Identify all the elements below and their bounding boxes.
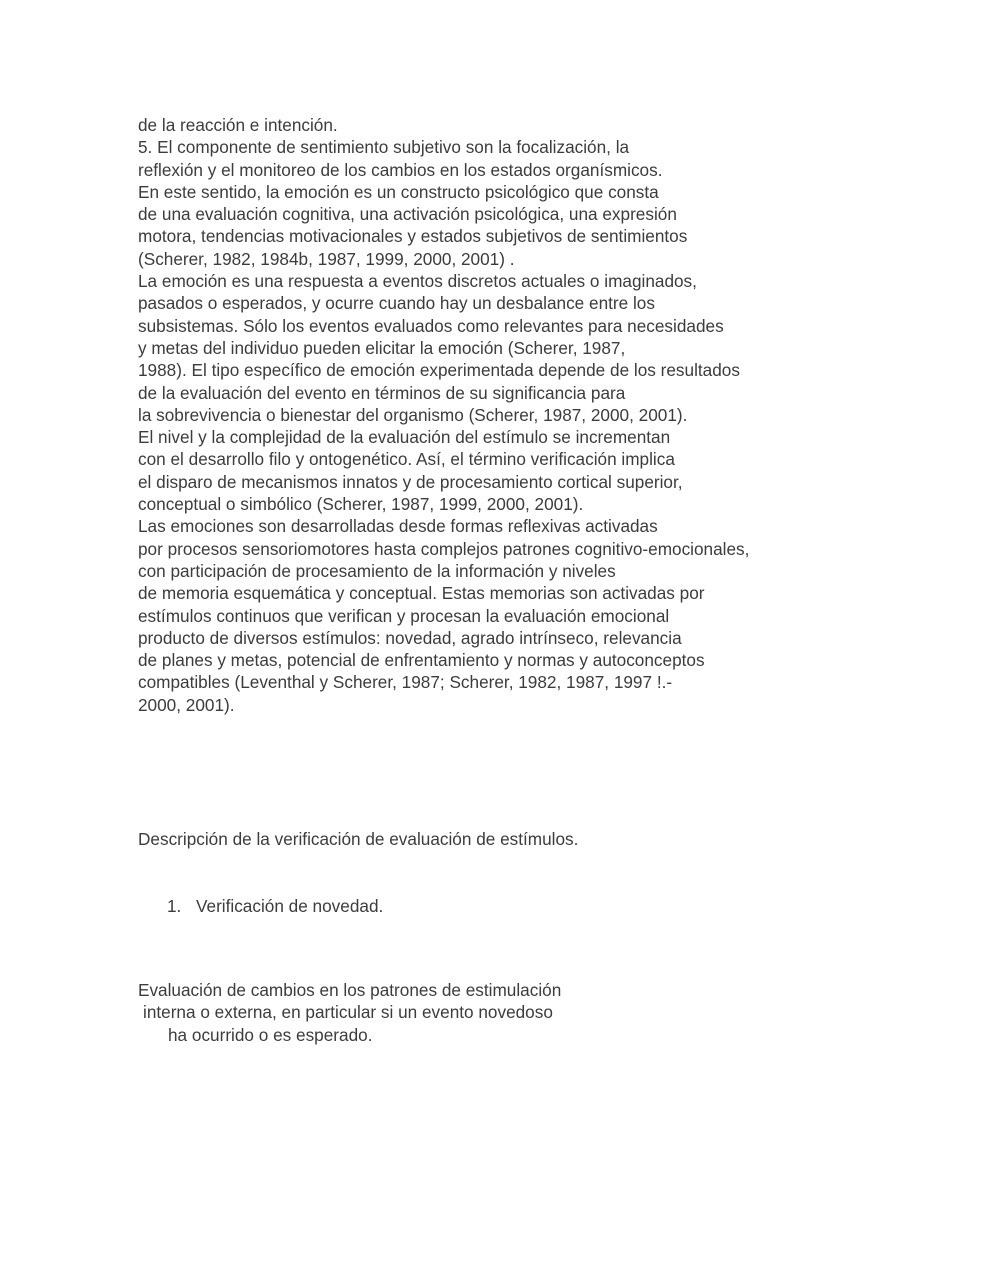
body-line: de la reacción e intención. xyxy=(138,115,338,135)
body-line: motora, tendencias motivacionales y estados subjetivos de sentimientos xyxy=(138,226,688,247)
description-line: Evaluación de cambios en los patrones de estimulación xyxy=(138,980,562,1000)
body-line: Las emociones son desarrolladas desde formas reflexivas activadas xyxy=(138,516,658,537)
body-line: subsistemas. Sólo los eventos evaluados como relevantes para necesidades xyxy=(138,315,724,336)
body-line: el disparo de mecanismos innatos y de procesamiento cortical superior, xyxy=(138,471,683,492)
body-line: con el desarrollo filo y ontogenético. Así, el término verificación implica xyxy=(138,449,675,470)
body-line: 2000, 2001). xyxy=(138,694,235,715)
description-text xyxy=(138,979,738,1046)
body-line: y metas del individuo pueden elicitar la emoción (Scherer, 1987, xyxy=(138,337,626,358)
body-line: 5. El componente de sentimiento subjetivo son la focalización, la xyxy=(138,137,630,158)
body-line: La emoción es una respuesta a eventos discretos actuales o imaginados, xyxy=(138,271,697,292)
body-line: de planes y metas, potencial de enfrentamiento y normas y autoconceptos xyxy=(138,650,705,671)
list-item-text: Verificación de novedad. xyxy=(196,896,384,916)
body-line: con participación de procesamiento de la información y niveles xyxy=(138,560,616,581)
list-item xyxy=(167,895,383,917)
body-line: (Scherer, 1982, 1984b, 1987, 1999, 2000, 2001) . xyxy=(138,248,515,269)
list-item-number: 1. xyxy=(167,896,182,916)
body-line: 1988). El tipo específico de emoción experimentada depende de los resultados xyxy=(138,360,740,381)
body-line: reflexión y el monitoreo de los cambios en los estados organísmicos. xyxy=(138,159,663,180)
body-line: estímulos continuos que verifican y procesan la evaluación emocional xyxy=(138,605,670,626)
body-line: de la evaluación del evento en términos de su significancia para xyxy=(138,382,626,403)
body-line: la sobrevivencia o bienestar del organismo (Scherer, 1987, 2000, 2001). xyxy=(138,404,688,425)
section-heading: Descripción de la verificación de evaluación de estímulos. xyxy=(138,829,579,849)
body-text xyxy=(138,114,858,716)
body-line: de una evaluación cognitiva, una activación psicológica, una expresión xyxy=(138,204,677,225)
body-line: El nivel y la complejidad de la evaluación del estímulo se incrementan xyxy=(138,427,671,448)
body-line: compatibles (Leventhal y Scherer, 1987; Scherer, 1982, 1987, 1997 !.- xyxy=(138,672,673,693)
description-line: ha ocurrido o es esperado. xyxy=(168,1024,373,1045)
body-line: de memoria esquemática y conceptual. Estas memorias son activadas por xyxy=(138,583,705,604)
body-line: En este sentido, la emoción es un constructo psicológico que consta xyxy=(138,181,659,202)
description-line: interna o externa, en particular si un evento novedoso xyxy=(143,1002,553,1023)
body-line: conceptual o simbólico (Scherer, 1987, 1999, 2000, 2001). xyxy=(138,494,584,515)
body-line: pasados o esperados, y ocurre cuando hay un desbalance entre los xyxy=(138,293,655,314)
body-line: producto de diversos estímulos: novedad, agrado intrínseco, relevancia xyxy=(138,627,682,648)
body-line: por procesos sensoriomotores hasta complejos patrones cognitivo-emocionales, xyxy=(138,538,750,559)
